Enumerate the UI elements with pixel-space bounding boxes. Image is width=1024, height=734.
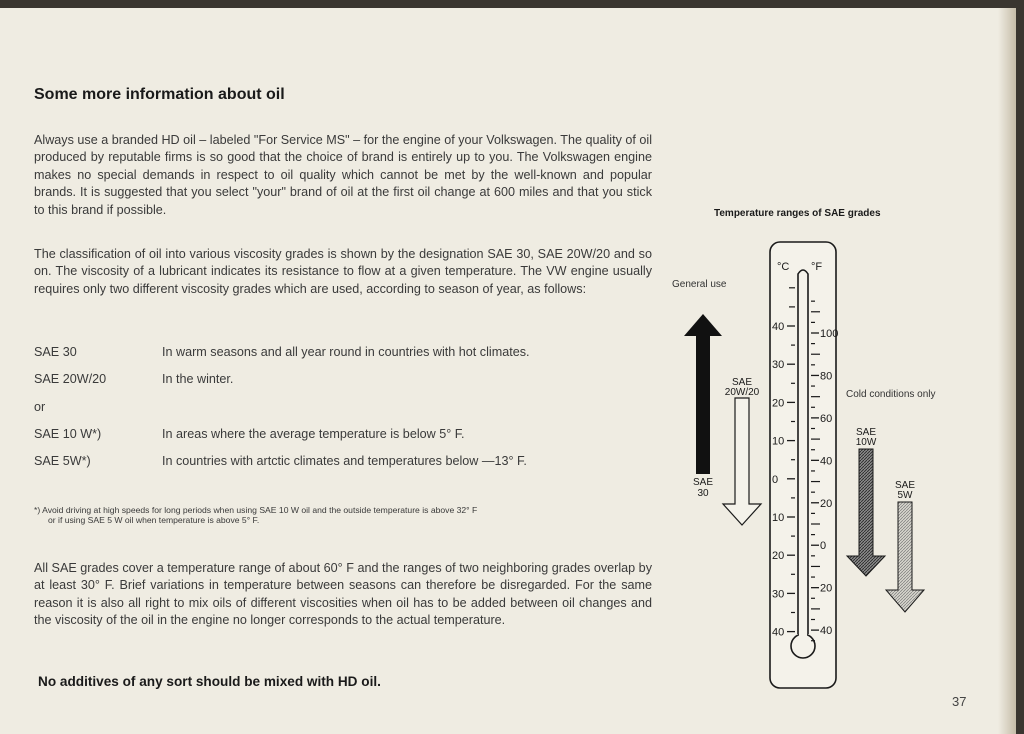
sae30-label-2: 30: [697, 488, 709, 499]
celsius-tick-label: 20: [772, 550, 785, 563]
sae20w20-label-2: 20W/20: [724, 387, 760, 398]
page-heading: Some more information about oil: [34, 86, 285, 103]
grade-desc: In countries with artctic climates and temperatures below —13° F.: [162, 454, 527, 468]
paragraph-temperature-range: All SAE grades cover a temperature range of about 60° F and the ranges of two neighboring grades overlap by at least 30° F. Brief variations in temperature between seasons can therefore be disregarded. For the same reason it is also all right to mix oils of different viscosities when oil has to be added between oil changes and the viscosity of the oil in the engine no longer corresponds to the actual temperature.: [34, 561, 652, 628]
footnote: [34, 505, 674, 525]
grade-desc: In warm seasons and all year round in countries with hot climates.: [162, 345, 530, 359]
celsius-tick-label: 30: [772, 359, 785, 372]
general-use-label: General use: [672, 279, 727, 290]
fahrenheit-tick-label: 60: [820, 412, 833, 425]
footnote-line-1: *) Avoid driving at high speeds for long periods when using SAE 10 W oil and the outside temperature is above 32° F: [34, 505, 478, 515]
celsius-tick-label: 20: [772, 397, 785, 410]
grade-name: SAE 10 W*): [34, 427, 102, 441]
sae10w-label-2: 10W: [855, 437, 877, 448]
grade-name: SAE 5W*): [34, 454, 91, 468]
celsius-tick-label: 10: [772, 512, 785, 524]
grade-desc: In the winter.: [162, 372, 234, 386]
fahrenheit-tick-label: 40: [820, 455, 833, 468]
warning-text: No additives of any sort should be mixed with HD oil.: [38, 674, 381, 689]
paragraph-branded-oil: Always use a branded HD oil – labeled "For Service MS" – for the engine of your Volkswagen. The quality of oil produced by reputable firms is so good that the choice of brand is entirely up to you. The Volkswagen engine makes no special demands in respect to oil quality which cannot be met by the well-known and popular brands. It is suggested that you select "your" brand of oil at the first oil change at 600 miles and that you stick to this brand if possible.: [34, 133, 652, 217]
celsius-tick-label: 40: [772, 626, 785, 639]
footnote-line-2: or if using SAE 5 W oil when temperature is above 5° F.: [48, 515, 260, 525]
temperature-diagram: [660, 238, 980, 698]
manual-page: [0, 8, 1016, 734]
sae20w20-label-1: SAE: [731, 377, 753, 388]
celsius-tick-label: 10: [772, 435, 785, 448]
sae10w-arrow: [847, 449, 885, 576]
celsius-tick-label: 40: [772, 321, 785, 333]
grade-separator: or: [34, 400, 46, 414]
fahrenheit-tick-label: 0: [820, 540, 827, 553]
celsius-tick-label: 30: [772, 588, 785, 601]
grade-name: SAE 20W/20: [34, 372, 107, 386]
fahrenheit-tick-label: 100: [820, 328, 839, 340]
celsius-tick-label: 0: [772, 473, 779, 486]
fahrenheit-tick-label: 40: [820, 625, 833, 638]
sae5w-label-2: 5W: [897, 490, 913, 501]
fahrenheit-tick-label: 20: [820, 497, 833, 510]
paragraph-classification: The classification of oil into various viscosity grades is shown by the designation SAE 30, SAE 20W/20 and so on. The viscosity of a lubricant indicates its resistance to flow at a given temperature. The VW engine usually requires only two different viscosity grades which are used, according to season of year, as follows:: [34, 247, 652, 296]
sae5w-arrow: [886, 502, 924, 612]
sae20w20-arrow: [723, 398, 761, 525]
grade-desc: In areas where the average temperature is below 5° F.: [162, 427, 465, 441]
sae30-label-1: SAE: [692, 477, 714, 488]
page-number: 37: [952, 694, 967, 709]
fahrenheit-tick-label: 80: [820, 370, 833, 383]
sae5w-label-1: SAE: [894, 480, 916, 491]
fahrenheit-unit: °F: [811, 261, 823, 273]
fahrenheit-tick-label: 20: [820, 582, 833, 595]
grade-name: SAE 30: [34, 345, 77, 359]
sae30-arrow: [684, 314, 722, 474]
diagram-title: Temperature ranges of SAE grades: [714, 208, 881, 219]
celsius-unit: °C: [777, 261, 790, 273]
cold-conditions-label: Cold conditions only: [846, 389, 936, 400]
sae10w-label-1: SAE: [855, 427, 877, 438]
